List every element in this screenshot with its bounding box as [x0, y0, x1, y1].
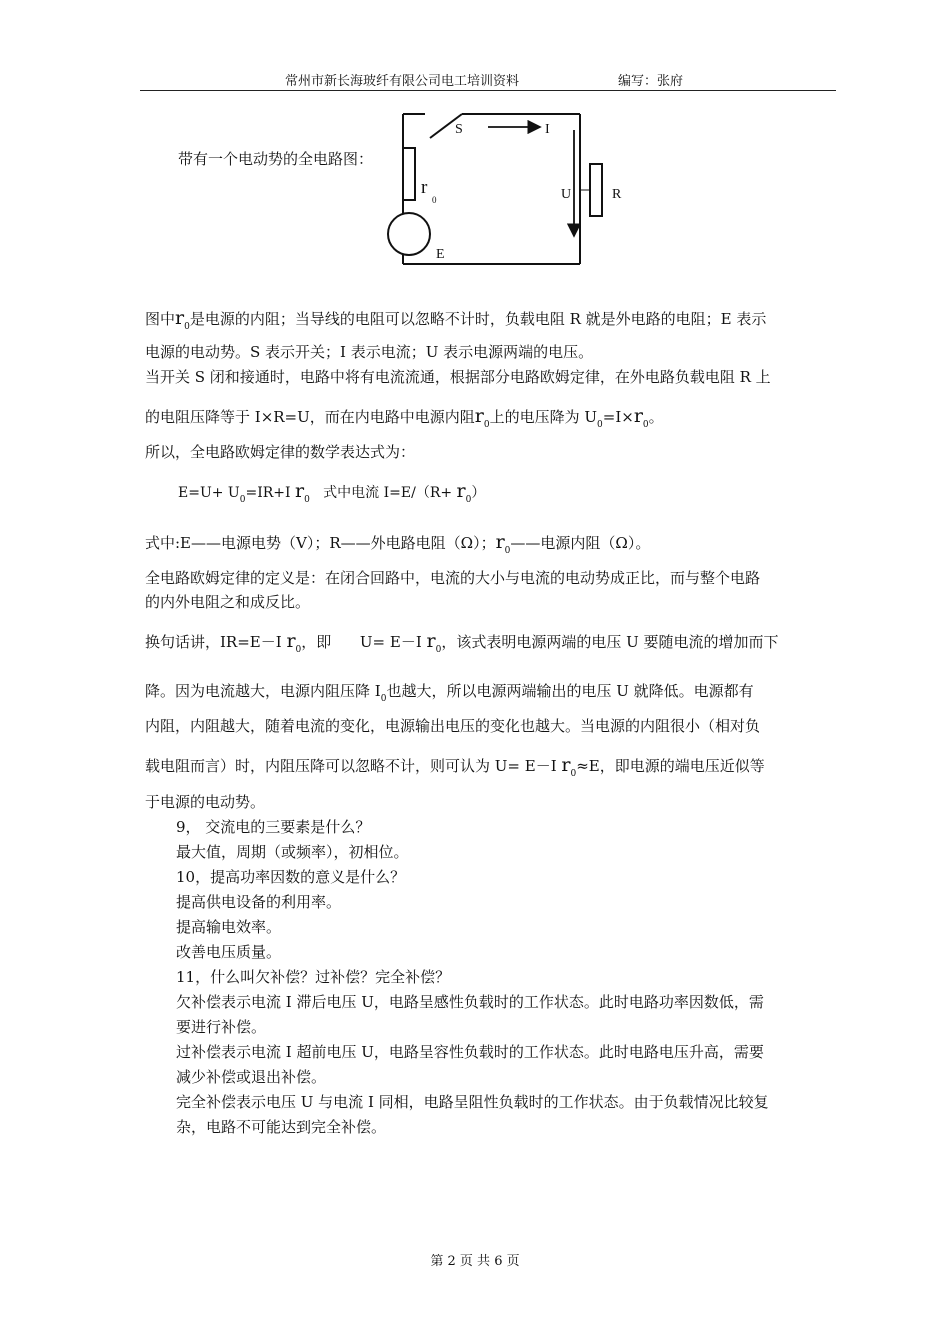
para-5c: 内阻，内阻越大，随着电流的变化，电源输出电压的变化也越大。当电源的内阻很小（相对负 — [145, 717, 761, 735]
internal-resistor — [403, 148, 415, 200]
label-e: E — [436, 247, 445, 262]
para-2b: 的电阻压降等于 I×R=U，而在内电路中电源内阻$r_0$上的电压降为 $U_0=I\times r_0$。 — [145, 405, 664, 430]
para-5b: 降。因为电流越大，电源内阻压降 $I_0$也越大，所以电源两端输出的电压 U 就降低。电源都有 — [145, 682, 754, 704]
header-title: 常州市新长海玻纤有限公司电工培训资料 — [285, 74, 520, 89]
qa-line: 提高供电设备的利用率。 — [176, 893, 342, 911]
qa-line: 减少补偿或退出补偿。 — [176, 1068, 327, 1086]
page-footer: 第 2 页 共 6 页 — [430, 1254, 520, 1269]
label-i: I — [545, 122, 550, 137]
para-3: 所以，全电路欧姆定律的数学表达式为： — [145, 443, 416, 461]
formula-1: $E=U+ U_0=IR+I$ $r_0$ 式中电流 $I=E/(R+ r_0)$ — [178, 480, 486, 505]
formula-2: 式中:E——电源电势（V）；R——外电路电阻（Ω）；$r_0——$电源内阻（Ω）。 — [145, 531, 651, 556]
qa-line: 要进行补偿。 — [176, 1018, 267, 1036]
header-author: 编写：张府 — [618, 74, 684, 89]
qa-line: 9， 交流电的三要素是什么？ — [176, 818, 371, 836]
load-resistor — [590, 164, 602, 216]
qa-line: 11，什么叫欠补偿？过补偿？完全补偿？ — [176, 968, 451, 986]
diagram-caption: 带有一个电动势的全电路图： — [178, 150, 374, 168]
circuit-diagram — [0, 0, 950, 300]
label-s: S — [455, 122, 463, 137]
label-r0-sub: 0 — [432, 195, 437, 205]
qa-line: 过补偿表示电流 I 超前电压 U，电路呈容性负载时的工作状态。此时电路电压升高，需要 — [176, 1043, 764, 1061]
para-5a: 换句话讲，IR=E－I $r_0$，即 U= E－I $r_0$，该式表明电源两端的电压 U 要随电流的增加而下 — [145, 630, 779, 655]
qa-line: 完全补偿表示电压 U 与电流 I 同相，电路呈阻性负载时的工作状态。由于负载情况比较复 — [176, 1093, 769, 1111]
qa-line: 最大值，周期（或频率），初相位。 — [176, 843, 409, 861]
qa-line: 提高输电效率。 — [176, 918, 282, 936]
para-1a: 图中$r_0$是电源的内阻；当导线的电阻可以忽略不计时，负载电阻 R 就是外电路的电阻；E 表示 — [145, 307, 767, 332]
para-1b: 电源的电动势。S 表示开关；I 表示电流；U 表示电源两端的电压。 — [145, 343, 594, 361]
qa-line: 改善电压质量。 — [176, 943, 282, 961]
qa-line: 10，提高功率因数的意义是什么？ — [176, 868, 406, 886]
qa-line: 杂，电路不可能达到完全补偿。 — [176, 1118, 387, 1136]
qa-line: 欠补偿表示电流 I 滞后电压 U，电路呈感性负载时的工作状态。此时电路功率因数低，需 — [176, 993, 764, 1011]
para-5e: 于电源的电动势。 — [145, 793, 266, 811]
para-4a: 全电路欧姆定律的定义是：在闭合回路中，电流的大小与电流的电动势成正比，而与整个电路 — [145, 569, 761, 587]
label-r: R — [612, 187, 622, 202]
label-r0: r — [421, 177, 428, 198]
para-4b: 的内外电阻之和成反比。 — [145, 593, 311, 611]
emf-source-circle — [388, 213, 430, 255]
para-2a: 当开关 S 闭和接通时，电路中将有电流流通，根据部分电路欧姆定律，在外电路负载电阻 R 上 — [145, 368, 771, 386]
para-5d: 载电阻而言）时，内阻压降可以忽略不计，则可认为 U= E－I $r_0\approx E$，即电源的端电压近似等 — [145, 754, 765, 779]
label-u: U — [561, 187, 572, 202]
